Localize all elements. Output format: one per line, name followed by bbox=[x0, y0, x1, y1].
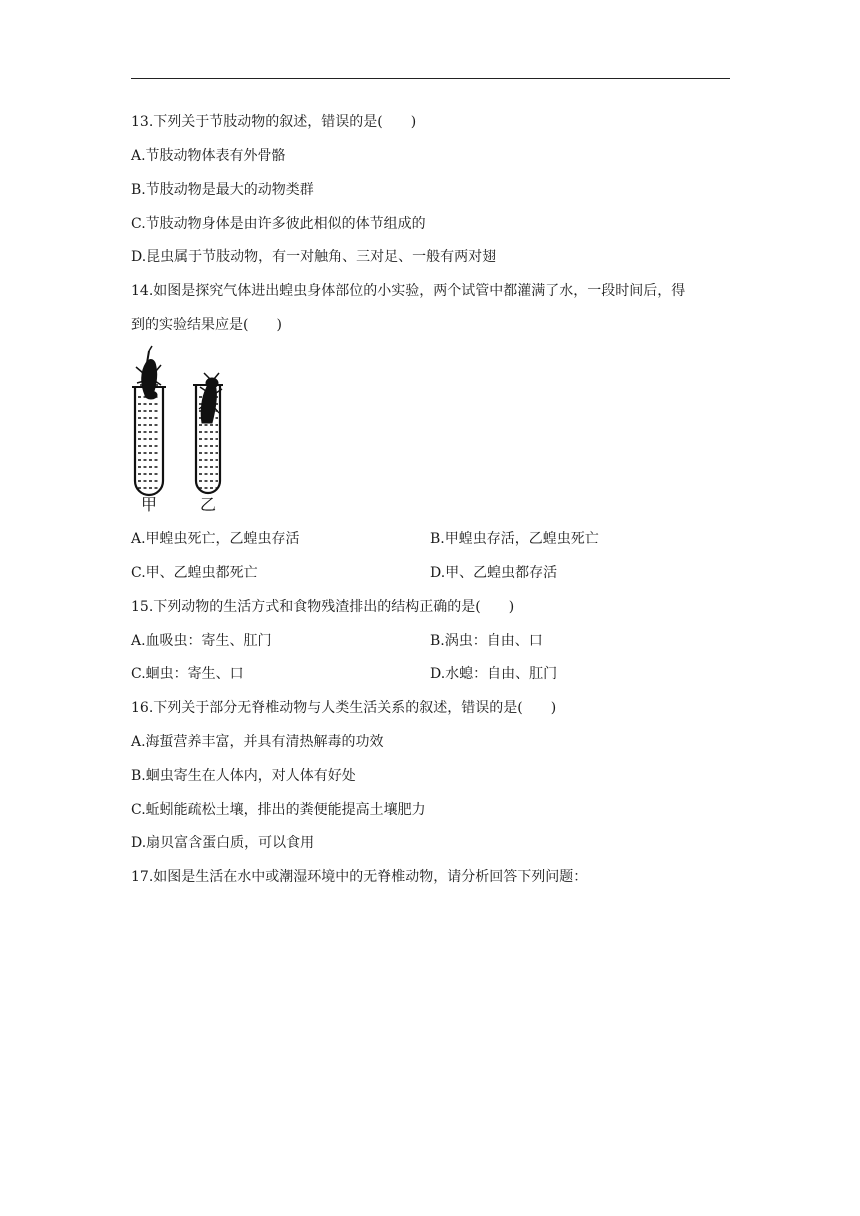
q16-option-a: A.海蜇营养丰富，并具有清热解毒的功效 bbox=[131, 734, 384, 750]
q13-option-b: B.节肢动物是最大的动物类群 bbox=[131, 182, 314, 198]
q16-option-c: C.蚯蚓能疏松土壤，排出的粪便能提高土壤肥力 bbox=[131, 802, 426, 818]
q15-stem: 15.下列动物的生活方式和食物残渣排出的结构正确的是( ) bbox=[131, 599, 515, 615]
q13-option-a: A.节肢动物体表有外骨骼 bbox=[131, 148, 286, 164]
test-tube-jia bbox=[132, 346, 166, 495]
q15-option-c: C.蛔虫：寄生、口 bbox=[131, 666, 244, 682]
q13-stem: 13.下列关于节肢动物的叙述，错误的是( ) bbox=[131, 114, 417, 130]
q15-option-a: A.血吸虫：寄生、肛门 bbox=[131, 633, 272, 649]
label-jia: 甲 bbox=[140, 495, 158, 514]
q16-option-d: D.扇贝富含蛋白质，可以食用 bbox=[131, 835, 315, 851]
test-tube-yi bbox=[193, 373, 223, 493]
q14-option-c: C.甲、乙蝗虫都死亡 bbox=[131, 565, 258, 581]
q14-stem-line1: 14.如图是探究气体进出蝗虫身体部位的小实验，两个试管中都灌满了水，一段时间后，得 bbox=[131, 283, 686, 299]
q17-stem: 17.如图是生活在水中或潮湿环境中的无脊椎动物，请分析回答下列问题： bbox=[131, 869, 588, 885]
q13-option-c: C.节肢动物身体是由许多彼此相似的体节组成的 bbox=[131, 216, 426, 232]
label-yi: 乙 bbox=[199, 495, 217, 514]
q14-stem-line2: 到的实验结果应是( ) bbox=[131, 317, 282, 333]
test-tube-illustration bbox=[126, 345, 236, 517]
locust-jia bbox=[136, 346, 161, 399]
test-tube-figure bbox=[126, 345, 236, 517]
q13-option-d: D.昆虫属于节肢动物，有一对触角、三对足、一般有两对翅 bbox=[131, 249, 497, 265]
q16-stem: 16.下列关于部分无脊椎动物与人类生活关系的叙述，错误的是( ) bbox=[131, 700, 557, 716]
header-rule bbox=[131, 78, 730, 79]
q14-option-a: A.甲蝗虫死亡，乙蝗虫存活 bbox=[131, 531, 300, 547]
water-fill-jia bbox=[138, 397, 160, 488]
q15-option-b: B.涡虫：自由、口 bbox=[430, 633, 543, 649]
locust-yi bbox=[199, 373, 222, 423]
q15-option-d: D.水螅：自由、肛门 bbox=[430, 666, 558, 682]
q14-option-b: B.甲蝗虫存活，乙蝗虫死亡 bbox=[430, 531, 599, 547]
q14-option-d: D.甲、乙蝗虫都存活 bbox=[430, 565, 558, 581]
q16-option-b: B.蛔虫寄生在人体内，对人体有好处 bbox=[131, 768, 356, 784]
